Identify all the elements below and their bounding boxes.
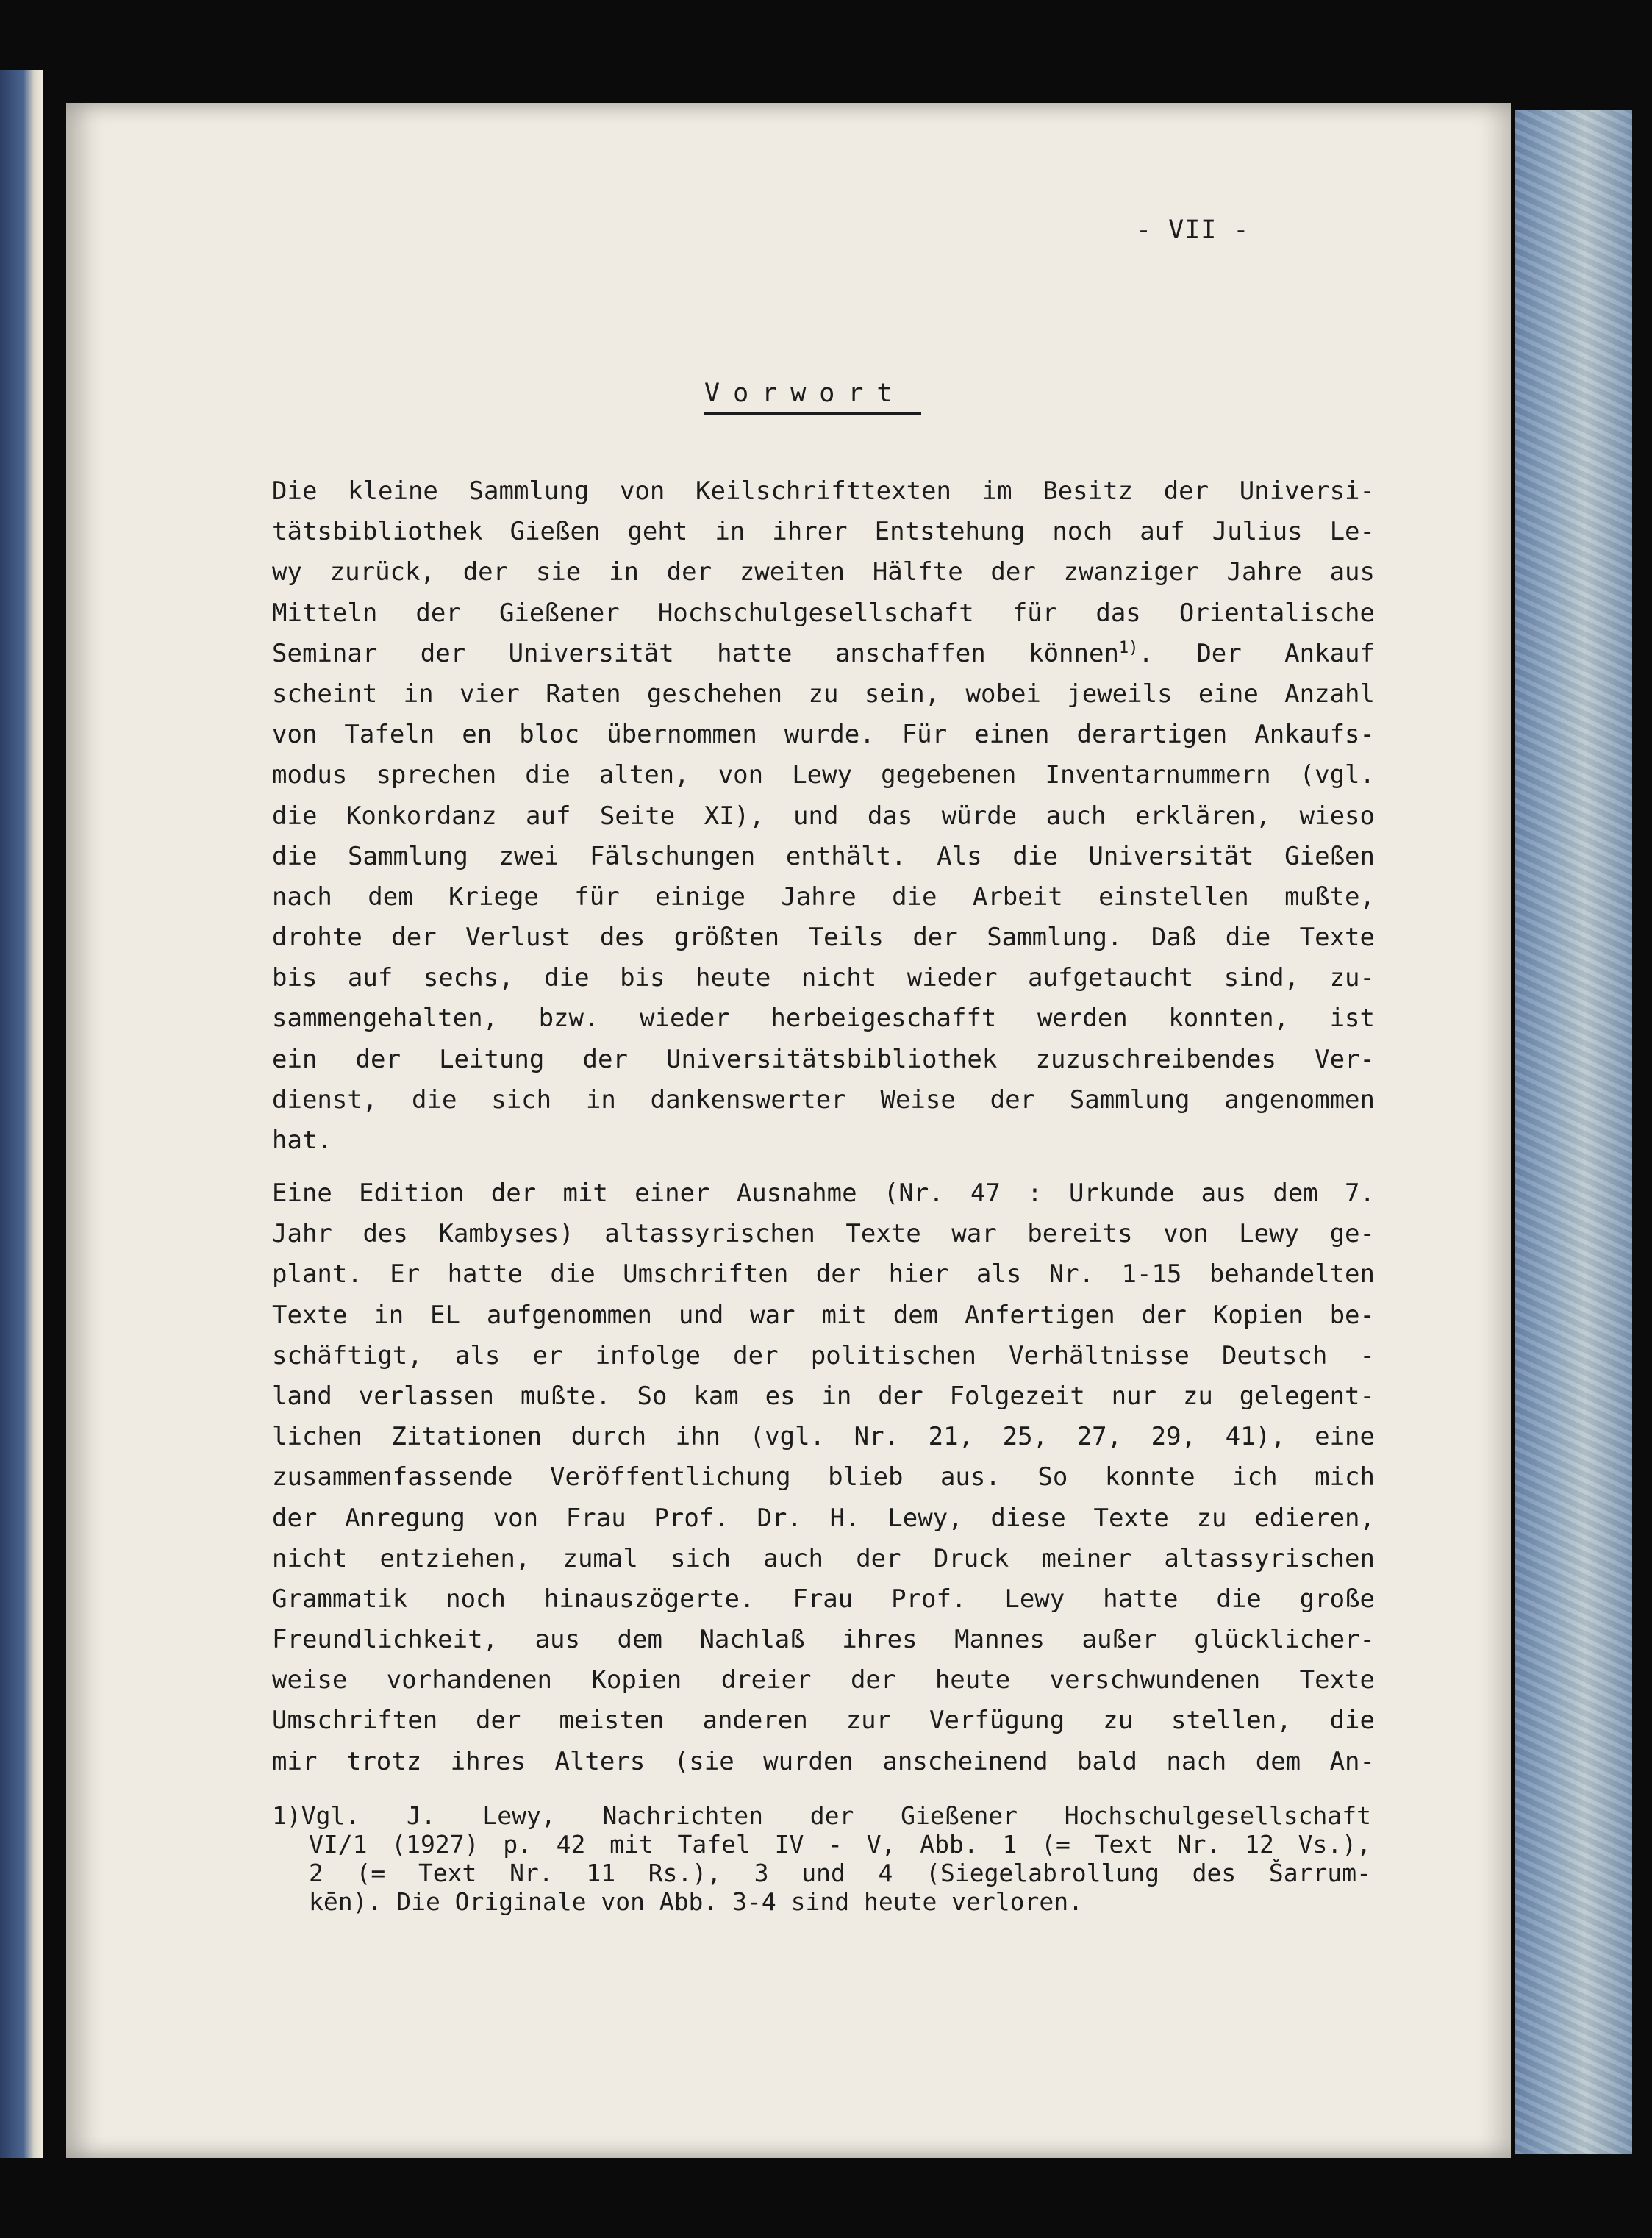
previous-page-edge (0, 70, 43, 2158)
text-line: land verlassen mußte. So kam es in der Folgezeit nur zu gelegent- (272, 1381, 1375, 1411)
book-cover-edge (1515, 110, 1632, 2154)
text-line: die Sammlung zwei Fälschungen enthält. Als die Universität Gießen (272, 841, 1375, 871)
footnote-line: 2 (= Text Nr. 11 Rs.), 3 und 4 (Siegelabrollung des Šarrum- (309, 1859, 1371, 1887)
text-line: Jahr des Kambyses) altassyrischen Texte war bereits von Lewy ge- (272, 1219, 1375, 1249)
footnote-line: 1)Vgl. J. Lewy, Nachrichten der Gießener Hochschulgesellschaft (272, 1801, 1371, 1830)
text-line: nach dem Kriege für einige Jahre die Arbeit einstellen mußte, (272, 882, 1375, 912)
text-line: Eine Edition der mit einer Ausnahme (Nr. 47 : Urkunde aus dem 7. (272, 1179, 1375, 1208)
text-line: tätsbibliothek Gießen geht in ihrer Entstehung noch auf Julius Le- (272, 517, 1375, 547)
page-title: Vorwort (704, 379, 921, 415)
text-line: die Konkordanz auf Seite XI), und das würde auch erklären, wieso (272, 801, 1375, 831)
text-line: hat. (272, 1126, 332, 1155)
text-line: wy zurück, der sie in der zweiten Hälfte der zwanziger Jahre aus (272, 557, 1375, 587)
text-line: lichen Zitationen durch ihn (vgl. Nr. 21, 25, 27, 29, 41), eine (272, 1422, 1375, 1452)
text-segment: Seminar der Universität hatte anschaffen können (272, 638, 1119, 668)
text-segment: . Der Ankauf (1138, 638, 1375, 668)
text-line: Grammatik noch hinauszögerte. Frau Prof. Lewy hatte die große (272, 1584, 1375, 1614)
text-line: scheint in vier Raten geschehen zu sein, wobei jeweils eine Anzahl (272, 679, 1375, 709)
text-line: der Anregung von Frau Prof. Dr. H. Lewy, diese Texte zu edieren, (272, 1503, 1375, 1533)
text-line: schäftigt, als er infolge der politischen Verhältnisse Deutsch - (272, 1340, 1375, 1370)
text-line: bis auf sechs, die bis heute nicht wieder aufgetaucht sind, zu- (272, 963, 1375, 993)
paragraph-2 (272, 1173, 1375, 1782)
text-line: Umschriften der meisten anderen zur Verfügung zu stellen, die (272, 1706, 1375, 1736)
text-line: Mitteln der Gießener Hochschulgesellschaft für das Orientalische (272, 598, 1375, 628)
text-line-with-footnote (272, 634, 1375, 674)
text-line: modus sprechen die alten, von Lewy gegebenen Inventarnummern (vgl. (272, 760, 1375, 790)
text-line: drohte der Verlust des größten Teils der Sammlung. Daß die Texte (272, 923, 1375, 953)
footnote (272, 1801, 1371, 1916)
text-line: mir trotz ihres Alters (sie wurden anscheinend bald nach dem An- (272, 1746, 1375, 1776)
text-line: sammengehalten, bzw. wieder herbeigeschafft werden konnten, ist (272, 1004, 1375, 1034)
text-line: Die kleine Sammlung von Keilschrifttexten im Besitz der Universi- (272, 476, 1375, 506)
text-line: weise vorhandenen Kopien dreier der heute verschwundenen Texte (272, 1665, 1375, 1695)
text-line: zusammenfassende Veröffentlichung blieb aus. So konnte ich mich (272, 1462, 1375, 1492)
text-line: plant. Er hatte die Umschriften der hier als Nr. 1-15 behandelten (272, 1259, 1375, 1290)
text-line: dienst, die sich in dankenswerter Weise der Sammlung angenommen (272, 1084, 1375, 1115)
footnote-line: kēn). Die Originale von Abb. 3-4 sind heute verloren. (309, 1887, 1083, 1916)
paragraph-1 (272, 471, 1375, 1161)
page-number: - VII - (1136, 215, 1250, 245)
text-line: Freundlichkeit, aus dem Nachlaß ihres Mannes außer glücklicher- (272, 1625, 1375, 1655)
text-line: Texte in EL aufgenommen und war mit dem Anfertigen der Kopien be- (272, 1300, 1375, 1330)
text-line: von Tafeln en bloc übernommen wurde. Für einen derartigen Ankaufs- (272, 720, 1375, 750)
text-line: ein der Leitung der Universitätsbibliothek zuzuschreibendes Ver- (272, 1044, 1375, 1074)
footnote-line: VI/1 (1927) p. 42 mit Tafel IV - V, Abb. 1 (= Text Nr. 12 Vs.), (309, 1830, 1371, 1859)
footnote-marker: 1) (1118, 638, 1139, 657)
text-line: nicht entziehen, zumal sich auch der Druck meiner altassyrischen (272, 1543, 1375, 1573)
